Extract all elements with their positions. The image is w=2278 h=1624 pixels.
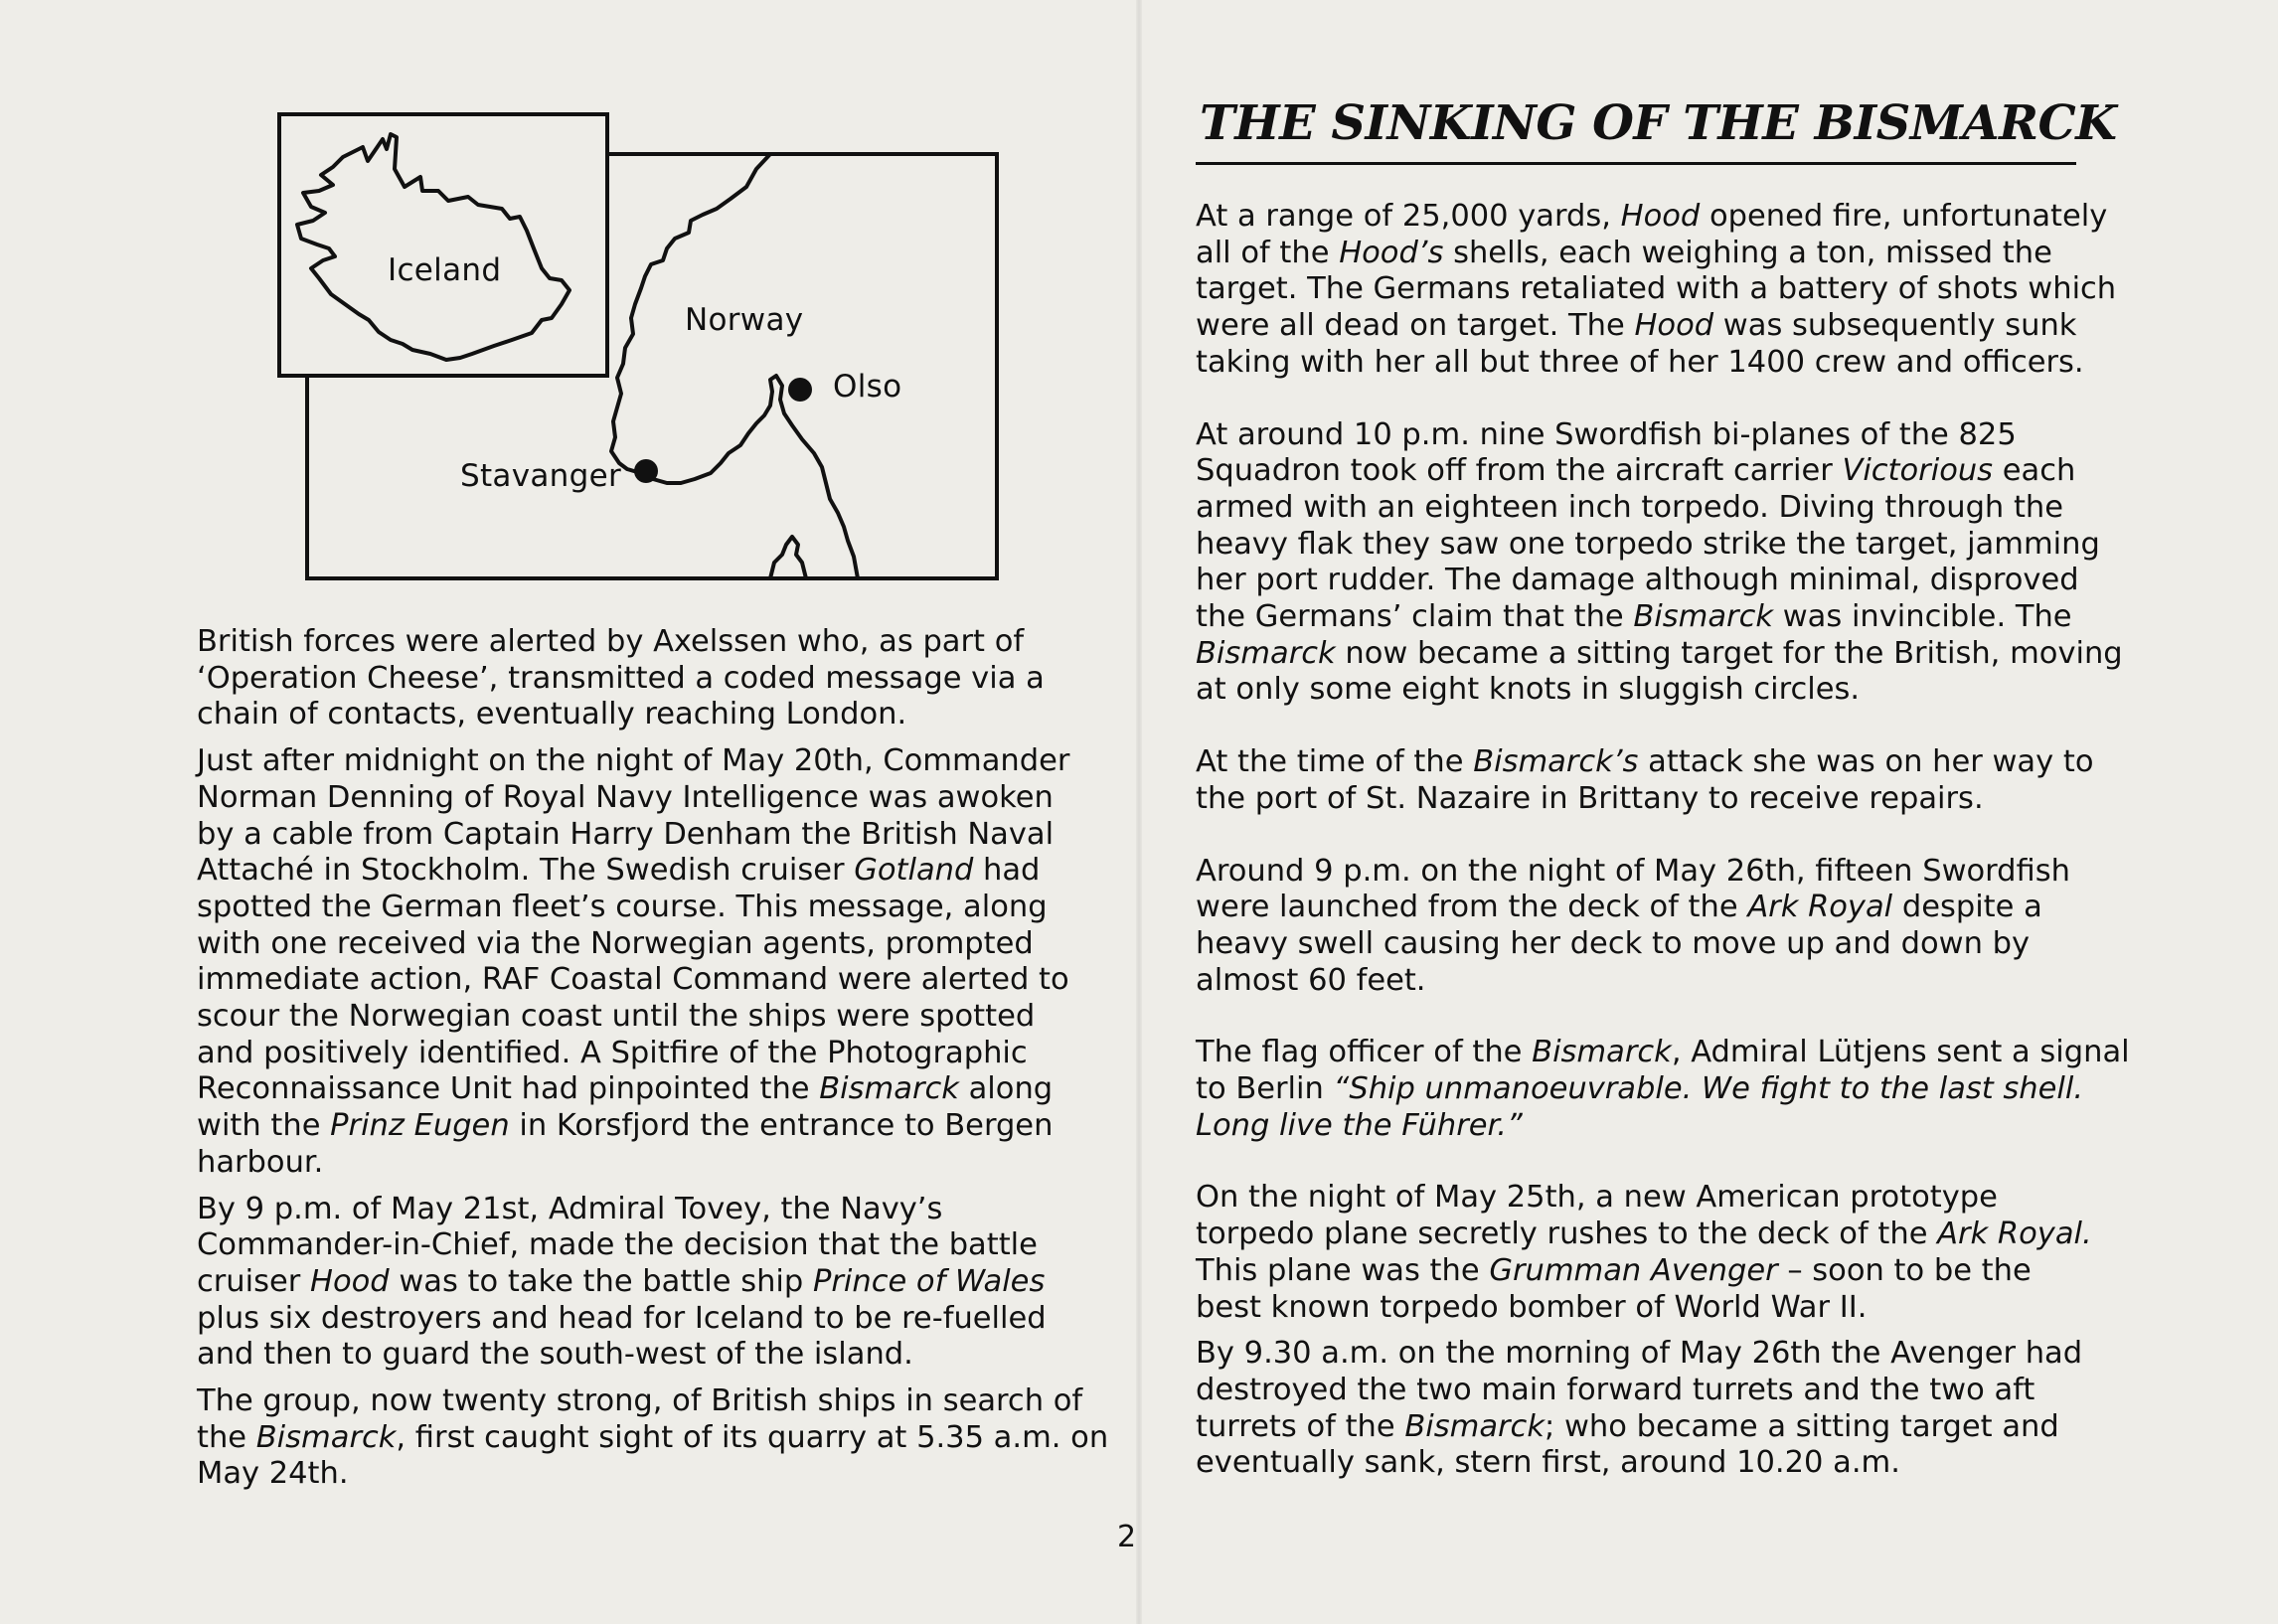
- text-segment: opened fire, unfortunately: [1700, 199, 2108, 234]
- text-line: By 9.30 a.m. on the morning of May 26th the Avenger had: [1196, 1336, 2083, 1372]
- text-segment: now became a sitting target for the British, moving: [1335, 635, 2123, 671]
- left-paragraph-3: [197, 1192, 1071, 1375]
- stavanger-marker: [634, 459, 658, 483]
- right-paragraph-2: [1196, 416, 2123, 710]
- text-line: almost 60 feet.: [1196, 962, 1426, 998]
- text-line: best known torpedo bomber of World War II.: [1196, 1289, 1868, 1325]
- text-segment: ; who became a sitting target and: [1545, 1408, 2059, 1444]
- text-line: [197, 853, 1071, 890]
- text-line: [1196, 635, 2123, 673]
- right-paragraph-1: [1196, 199, 2117, 382]
- left-column: [197, 624, 1109, 1493]
- left-paragraph-1: [197, 624, 1071, 733]
- ship-name: Hood: [1620, 199, 1701, 234]
- text-line: harbour.: [197, 1144, 324, 1180]
- text-line: The group, now twenty strong, of British ships in search of: [197, 1383, 1083, 1419]
- text-line: On the night of May 25th, a new American prototype: [1196, 1180, 1998, 1216]
- text-line: [1196, 1253, 2090, 1290]
- text-line: chain of contacts, eventually reaching London.: [197, 697, 907, 732]
- left-paragraph-4: [197, 1383, 1109, 1493]
- text-segment: Squadron took off from the aircraft carrier: [1196, 453, 1843, 489]
- text-line: [1196, 308, 2090, 345]
- text-line: destroyed the two main forward turrets and the two aft: [1196, 1372, 2035, 1407]
- text-line: and positively identified. A Spitfire of the Photographic: [197, 1035, 1028, 1070]
- text-line: [1196, 1035, 2130, 1071]
- text-line: her port rudder. The damage although minimal, disproved: [1196, 563, 2079, 598]
- text-line: [1196, 890, 2090, 926]
- text-line: heavy flak they saw one torpedo strike the target, jamming: [1196, 526, 2100, 562]
- text-segment: Attaché in Stockholm. The Swedish cruiser: [197, 853, 855, 889]
- page-number: 2: [1117, 1520, 1137, 1554]
- text-line: [1196, 1108, 2090, 1145]
- text-line: Just after midnight on the night of May 20th, Commander: [197, 743, 1070, 779]
- ship-name: Bismarck: [255, 1419, 397, 1455]
- text-line: at only some eight knots in sluggish circles.: [1196, 672, 1861, 708]
- ship-name: Bismarck: [1404, 1408, 1545, 1444]
- ship-name: Prince of Wales: [812, 1263, 1046, 1299]
- right-paragraph-6: [1196, 1180, 2090, 1326]
- ship-name: Bismarck: [1532, 1035, 1672, 1070]
- map-label-oslo: Olso: [833, 369, 902, 405]
- oslo-marker: [788, 378, 812, 402]
- right-paragraph-3: [1196, 744, 2094, 817]
- map-label-iceland: Iceland: [388, 252, 502, 288]
- ship-name: Bismarck: [1633, 599, 1774, 635]
- ship-name: Bismarck: [819, 1071, 959, 1107]
- text-line: ‘Operation Cheese’, transmitted a coded message via a: [197, 660, 1045, 696]
- text-segment: to Berlin: [1196, 1071, 1334, 1107]
- text-line: and then to guard the south-west of the island.: [197, 1337, 913, 1373]
- text-segment: Reconnaissance Unit had pinpointed the: [197, 1071, 820, 1107]
- text-segment: This plane was the: [1196, 1252, 1490, 1288]
- right-column: [1196, 199, 2130, 1482]
- page-fold: [1136, 0, 1142, 1624]
- text-line: [197, 1071, 1071, 1108]
- ship-name: Victorious: [1842, 453, 1994, 489]
- page-title: THE SINKING OF THE BISMARCK: [1200, 95, 2117, 151]
- text-line: the port of St. Nazaire in Brittany to receive repairs.: [1196, 780, 1984, 816]
- text-line: British forces were alerted by Axelssen who, as part of: [197, 624, 1025, 659]
- text-segment: along: [958, 1071, 1054, 1107]
- right-paragraph-7: [1196, 1336, 2090, 1482]
- text-segment: was subsequently sunk: [1713, 308, 2077, 344]
- text-line: armed with an eighteen inch torpedo. Diving through the: [1196, 489, 2064, 525]
- text-segment: turrets of the: [1196, 1408, 1405, 1444]
- text-segment: had: [973, 853, 1041, 889]
- map-iceland-inset-frame: [279, 114, 607, 376]
- text-segment: were launched from the deck of the: [1196, 890, 1748, 925]
- ship-name: Gotland: [854, 853, 974, 889]
- text-line: [1196, 1217, 2090, 1253]
- text-line: heavy swell causing her deck to move up and down by: [1196, 925, 2031, 961]
- text-segment: At a range of 25,000 yards,: [1196, 199, 1621, 234]
- aircraft-name: Grumman Avenger: [1489, 1252, 1778, 1288]
- map-label-norway: Norway: [685, 302, 804, 338]
- text-segment: – soon to be the: [1777, 1252, 2032, 1288]
- text-line: [1196, 599, 2090, 636]
- text-line: [1196, 1409, 2090, 1446]
- text-line: By 9 p.m. of May 21st, Admiral Tovey, the Navy’s: [197, 1191, 943, 1226]
- text-line: [1196, 199, 2108, 236]
- text-segment: was invincible. The: [1773, 599, 2072, 635]
- text-line: [1196, 744, 2094, 781]
- text-line: eventually sank, stern first, around 10.20 a.m.: [1196, 1445, 1900, 1481]
- map-figure: [273, 109, 1007, 582]
- quote: Long live the Führer.”: [1196, 1107, 1523, 1143]
- text-line: spotted the German fleet’s course. This message, along: [197, 889, 1048, 924]
- text-line: At around 10 p.m. nine Swordfish bi-planes of the 825: [1196, 416, 2017, 452]
- text-segment: each: [1993, 453, 2076, 489]
- ship-name: Bismarck: [1196, 635, 1336, 671]
- ship-name: Hood: [1634, 308, 1714, 344]
- ship-name: Hood: [310, 1263, 390, 1299]
- text-segment: At the time of the: [1196, 744, 1474, 780]
- text-segment: with the: [197, 1108, 331, 1144]
- norway-coastline: [611, 154, 858, 578]
- ship-name: Prinz Eugen: [330, 1108, 510, 1144]
- map-drawing: [273, 109, 1007, 582]
- text-line: [197, 1264, 1071, 1301]
- text-segment: were all dead on target. The: [1196, 308, 1635, 344]
- text-segment: despite a: [1892, 890, 2042, 925]
- right-paragraph-5: [1196, 1035, 2130, 1144]
- text-segment: the: [197, 1419, 256, 1455]
- left-paragraph-2: [197, 743, 1071, 1181]
- text-line: Around 9 p.m. on the night of May 26th, fifteen Swordfish: [1196, 853, 2070, 889]
- text-segment: , Admiral Lütjens sent a signal: [1671, 1035, 2130, 1070]
- text-segment: attack she was on her way to: [1638, 744, 2094, 780]
- right-paragraph-4: [1196, 854, 2090, 1000]
- text-line: by a cable from Captain Harry Denham the British Naval: [197, 816, 1055, 852]
- text-segment: cruiser: [197, 1263, 311, 1299]
- text-line: May 24th.: [197, 1456, 349, 1492]
- text-line: immediate action, RAF Coastal Command were alerted to: [197, 962, 1069, 998]
- text-segment: torpedo plane secretly rushes to the deck of the: [1196, 1217, 1938, 1252]
- ship-name: Bismarck’s: [1473, 744, 1639, 780]
- text-segment: shells, each weighing a ton, missed the: [1443, 235, 2052, 270]
- ship-name: Ark Royal.: [1937, 1217, 2092, 1252]
- text-line: [197, 1108, 1071, 1145]
- text-segment: , first caught sight of its quarry at 5.35 a.m. on: [396, 1419, 1109, 1455]
- text-line: taking with her all but three of her 1400 crew and officers.: [1196, 344, 2084, 380]
- text-line: target. The Germans retaliated with a battery of shots which: [1196, 271, 2117, 307]
- coast-inlet: [770, 537, 806, 578]
- text-line: plus six destroyers and head for Iceland to be re-fuelled: [197, 1300, 1047, 1336]
- text-segment: The flag officer of the: [1196, 1035, 1533, 1070]
- ship-name: Ark Royal: [1747, 890, 1893, 925]
- text-line: with one received via the Norwegian agents, prompted: [197, 925, 1034, 961]
- title-underline: [1196, 162, 2076, 165]
- text-segment: the Germans’ claim that the: [1196, 599, 1634, 635]
- text-line: [1196, 1071, 2090, 1108]
- text-segment: all of the: [1196, 235, 1340, 270]
- map-label-stavanger: Stavanger: [460, 458, 622, 494]
- text-line: [197, 1419, 1109, 1457]
- text-segment: in Korsfjord the entrance to Bergen: [509, 1108, 1054, 1144]
- text-line: Norman Denning of Royal Navy Intelligence was awoken: [197, 779, 1054, 815]
- text-line: [1196, 453, 2090, 490]
- quote: “Ship unmanoeuvrable. We fight to the last shell.: [1333, 1071, 2084, 1107]
- ship-name: Hood’s: [1339, 235, 1444, 270]
- text-line: [1196, 236, 2090, 272]
- text-line: scour the Norwegian coast until the ships were spotted: [197, 999, 1036, 1035]
- text-segment: was to take the battle ship: [389, 1263, 813, 1299]
- text-line: Commander-in-Chief, made the decision that the battle: [197, 1227, 1038, 1263]
